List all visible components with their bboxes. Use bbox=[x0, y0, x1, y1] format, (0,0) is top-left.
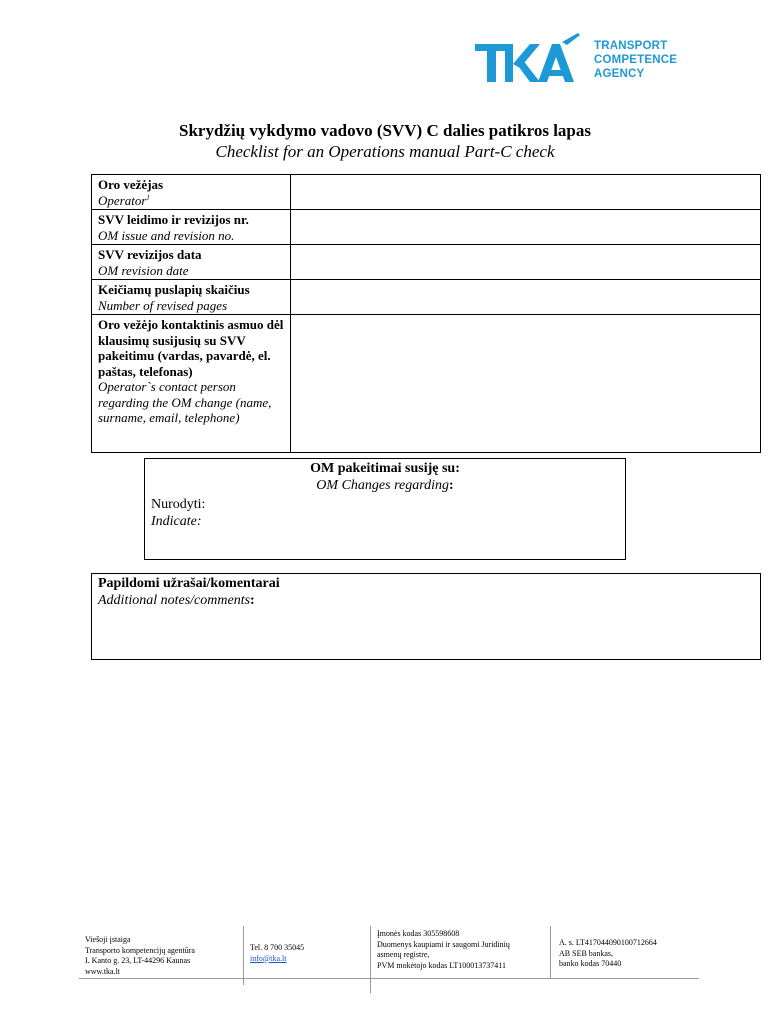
om-issue-label bbox=[92, 210, 291, 245]
footnote-marker: 1 bbox=[146, 193, 150, 202]
page-footer bbox=[79, 926, 699, 979]
notes-heading-lt: Papildomi užrašai/komentarai bbox=[98, 576, 280, 591]
footer-org-line: Viešoji įstaiga bbox=[85, 935, 131, 944]
page-subtitle: Checklist for an Operations manual Part-C check bbox=[215, 142, 555, 161]
row-operator bbox=[92, 175, 761, 210]
footer-bank-line: A. s. LT417044090100712664 bbox=[559, 938, 657, 947]
indicate-label-en: Indicate: bbox=[151, 514, 202, 529]
contact-field[interactable] bbox=[291, 315, 761, 453]
footer-org-column bbox=[79, 926, 244, 985]
footer-contact-column bbox=[244, 926, 371, 993]
operator-label bbox=[92, 175, 291, 210]
notes-heading-en-line bbox=[98, 592, 754, 609]
om-changes-colon: : bbox=[449, 478, 454, 493]
operator-field[interactable] bbox=[291, 175, 761, 210]
notes-heading-en: Additional notes/comments bbox=[98, 593, 251, 608]
revised-pages-field[interactable] bbox=[291, 280, 761, 315]
tka-logo bbox=[472, 30, 682, 86]
footer-registry-line: Duomenys kaupiami ir saugomi Juridinių bbox=[377, 939, 510, 949]
revision-date-label bbox=[92, 245, 291, 280]
notes-colon: : bbox=[250, 593, 255, 608]
om-issue-field[interactable] bbox=[291, 210, 761, 245]
footer-phone: Tel. 8 700 35045 bbox=[250, 943, 305, 952]
revision-date-field[interactable] bbox=[291, 245, 761, 280]
row-revision-date bbox=[92, 245, 761, 280]
revised-pages-label bbox=[92, 280, 291, 315]
footer-org-line: Transporto kompetencijų agentūra bbox=[85, 945, 195, 955]
revised-pages-label-lt: Keičiamų puslapių skaičius bbox=[98, 282, 250, 297]
revised-pages-label-en: Number of revised pages bbox=[98, 297, 228, 313]
indicate-label-lt: Nurodyti: bbox=[151, 497, 206, 512]
operator-label-en-text: Operator bbox=[98, 192, 147, 208]
footer-registry-line: Įmonės kodas 305598608 bbox=[377, 929, 460, 938]
additional-notes-box[interactable] bbox=[91, 573, 761, 660]
row-revised-pages bbox=[92, 280, 761, 315]
row-contact bbox=[92, 315, 761, 453]
operator-label-en bbox=[98, 193, 284, 209]
footer-org-line: I. Kanto g. 23, LT-44296 Kaunas bbox=[85, 956, 191, 965]
om-changes-heading-lt: OM pakeitimai susiję su: bbox=[310, 461, 460, 476]
om-changes-heading-en: OM Changes regarding bbox=[316, 478, 450, 493]
logo-text-line-2: COMPETENCE bbox=[594, 54, 678, 66]
contact-label-lt: Oro vežėjo kontaktinis asmuo dėl klausimų susijusių su SVV pakeitimu (vardas, pavardė, el. paštas, telefonas) bbox=[98, 317, 284, 379]
logo-text-line-3: AGENCY bbox=[594, 68, 645, 80]
revision-date-label-en: OM revision date bbox=[98, 262, 189, 278]
tka-logo-mark bbox=[472, 30, 592, 86]
logo-text-line-1: TRANSPORT bbox=[594, 40, 668, 52]
om-changes-box[interactable] bbox=[144, 458, 626, 560]
operator-label-lt: Oro vežėjas bbox=[98, 177, 164, 192]
footer-bank-line: banko kodas 70440 bbox=[559, 959, 622, 968]
page-title: Skrydžių vykdymo vadovo (SVV) C dalies patikros lapas bbox=[178, 121, 592, 140]
revision-date-label-lt: SVV revizijos data bbox=[98, 247, 202, 262]
row-om-issue bbox=[92, 210, 761, 245]
footer-registry-line: PVM mokėtojo kodas LT100013737411 bbox=[377, 960, 506, 970]
om-changes-heading-en-line bbox=[145, 477, 625, 494]
operator-info-table bbox=[91, 174, 761, 453]
om-issue-label-en: OM issue and revision no. bbox=[98, 227, 235, 243]
footer-registry-column bbox=[371, 926, 551, 979]
footer-email-link[interactable]: info@tka.lt bbox=[250, 953, 287, 963]
contact-label-en: Operator`s contact person regarding the OM change (name, surname, email, telephone) bbox=[98, 379, 272, 425]
footer-website[interactable]: www.tka.lt bbox=[85, 966, 121, 976]
footer-registry-line: asmenų registre, bbox=[377, 950, 430, 959]
footer-bank-line: AB SEB bankas, bbox=[559, 948, 613, 958]
contact-label bbox=[92, 315, 291, 453]
footer-bank-column bbox=[551, 926, 704, 988]
om-issue-label-lt: SVV leidimo ir revizijos nr. bbox=[98, 212, 249, 227]
